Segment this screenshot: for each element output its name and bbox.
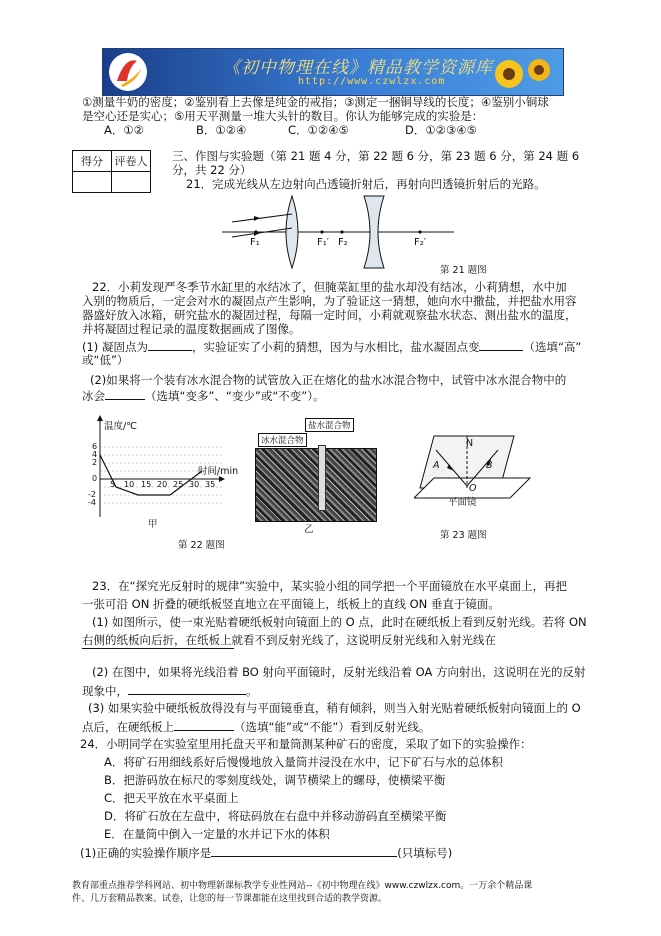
q21-lens-diagram bbox=[222, 192, 462, 272]
q22-sub1-b: ，实验证实了小莉的猜想，因为与水相比，盐水凝固点变 bbox=[191, 340, 480, 354]
x-tick-5: 5 bbox=[110, 480, 116, 489]
label-f2-prime: F₂′ bbox=[414, 237, 427, 248]
score-table bbox=[72, 150, 151, 193]
q23-blank-1[interactable] bbox=[82, 648, 234, 649]
ice-change-blank[interactable] bbox=[105, 388, 145, 400]
score-cell[interactable] bbox=[73, 172, 112, 193]
q23-p2: 一张可沿 ON 折叠的硬纸板竖直地立在平面镜上，纸板上的直线 ON 垂直于镜面。 bbox=[82, 597, 500, 611]
higher-lower-blank[interactable] bbox=[479, 339, 523, 351]
q23-p5: (2) 在图中，如果将光线沿着 BO 射向平面镜时，反射光线沿着 OA 方向射出，这说明在光的反射 bbox=[92, 665, 586, 679]
y-tick-neg2: -2 bbox=[88, 490, 96, 499]
label-f1: F₁ bbox=[250, 237, 260, 248]
salt-ice-photo bbox=[255, 448, 377, 522]
q23-p8-row bbox=[82, 719, 430, 734]
banner-url[interactable]: http://www.czwlzx.com bbox=[298, 76, 446, 87]
sunflower-icon bbox=[487, 52, 557, 92]
site-banner bbox=[102, 48, 564, 96]
x-tick-30: 30 bbox=[189, 480, 200, 489]
q24-step-e: E．在量筒中倒入一定量的水并记下水的体积 bbox=[104, 827, 330, 841]
x-tick-10: 10 bbox=[124, 480, 135, 489]
x-tick-35: 35 bbox=[205, 480, 216, 489]
q23-p8b: （选填“能”或“不能”）看到反射光线。 bbox=[234, 720, 431, 734]
q20-items: ①测量牛奶的密度；②鉴别看上去像是纯金的戒指；③测定一捆铜导线的长度；④鉴别小铜球 bbox=[82, 95, 549, 109]
q22-caption: 第 22 题图 bbox=[178, 540, 225, 551]
q24-step-d: D．将矿石放在左盘中，将砝码放在右盘中并移动游码直至横梁平衡 bbox=[104, 809, 447, 823]
ice-water-label: 冰水混合物 bbox=[258, 433, 307, 447]
q23-caption: 第 23 题图 bbox=[440, 530, 487, 541]
x-tick-20: 20 bbox=[157, 480, 168, 489]
y-tick-0: 0 bbox=[92, 474, 98, 483]
test-tube bbox=[318, 445, 326, 511]
y-tick-neg4: -4 bbox=[88, 498, 96, 507]
label-a: A bbox=[433, 460, 440, 471]
q22-p1: 22．小莉发现严冬季节水缸里的水结冰了，但腌菜缸里的盐水却没有结冰，小莉猜想，水中加 bbox=[92, 280, 567, 294]
x-tick-15: 15 bbox=[141, 480, 152, 489]
q22-sub1-d: 或“低”） bbox=[82, 353, 129, 367]
q22-p2: 入别的物质后，一定会对水的凝固点产生影响，为了验证这一猜想，她向水中撒盐，并把盐水用容 bbox=[82, 294, 577, 308]
q24-step-b: B．把游码放在标尺的零刻度线处，调节横梁上的螺母，使横梁平衡 bbox=[104, 773, 446, 787]
label-n: N bbox=[466, 438, 474, 449]
grader-header: 评卷人 bbox=[112, 151, 151, 172]
q20-option-c: C．①②④⑤ bbox=[288, 123, 349, 137]
freezing-point-blank[interactable] bbox=[148, 339, 192, 351]
q23-blank-2[interactable] bbox=[128, 683, 246, 695]
label-f1-prime: F₁′ bbox=[317, 237, 330, 248]
q20-option-d: D．①②③④⑤ bbox=[405, 123, 477, 137]
q20-option-b: B．①②④ bbox=[196, 123, 247, 137]
mirror-label: 平面镜 bbox=[448, 497, 477, 508]
label-f2: F₂ bbox=[338, 237, 348, 248]
y-tick-2: 2 bbox=[92, 458, 98, 467]
q22-p3: 器盛好放入冰箱，研究盐水的凝固过程，每隔一定时间，小莉就观察盐水状态、测出盐水的温度， bbox=[82, 308, 577, 322]
label-o: O bbox=[469, 483, 477, 494]
x-tick-25: 25 bbox=[173, 480, 184, 489]
q20-items-2: 是空心还是实心；⑤用天平测量一堆大头针的数目。你认为能够完成的实验是： bbox=[82, 109, 484, 123]
section3-heading-2: 分，共 22 分） bbox=[172, 163, 252, 177]
q22-sub2-b-text: 冰会 bbox=[82, 389, 105, 403]
reflection-diagram bbox=[414, 428, 534, 524]
y-tick-6: 6 bbox=[92, 442, 98, 451]
order-blank[interactable] bbox=[211, 845, 397, 857]
banner-title: 《初中物理在线》精品教学资源库 bbox=[223, 58, 493, 78]
q20-option-a: A．①② bbox=[104, 123, 144, 137]
label-b: B bbox=[486, 460, 493, 471]
q23-p3: (1) 如图所示，使一束光贴着硬纸板射向镜面上的 O 点，此时在硬纸板上看到反射光线。若将 ON bbox=[92, 615, 587, 629]
footer bbox=[72, 880, 532, 906]
y-tick-4: 4 bbox=[92, 450, 98, 459]
q24-step-c: C．把天平放在水平桌面上 bbox=[104, 791, 239, 805]
photo-yi-label: 乙 bbox=[304, 524, 314, 535]
score-header: 得分 bbox=[73, 151, 112, 172]
q24-s1a: (1)正确的实验操作顺序是 bbox=[80, 846, 212, 860]
q23-p4: 右侧的纸板向后折，在纸板上就看不到反射光线了，这说明反射光线和入射光线在 bbox=[82, 633, 496, 647]
graph-y-label: 温度/℃ bbox=[104, 421, 137, 432]
q23-p1: 23．在“探究光反射时的规律”实验中，某实验小组的同学把一个平面镜放在水平桌面上，再把 bbox=[92, 579, 568, 593]
graph-x-label: 时间/min bbox=[198, 466, 239, 477]
q22-p4: 并将凝固过程记录的温度数据画成了图像。 bbox=[82, 322, 301, 336]
q21-caption: 第 21 题图 bbox=[440, 265, 487, 276]
q22-sub1 bbox=[82, 339, 581, 354]
q21-text: 21．完成光线从左边射向凸透镜折射后，再射向凹透镜折射后的光路。 bbox=[186, 177, 546, 191]
footer-line-2: 件、几万套精品教案、试卷，让您的每一节课都能在这里找到合适的教学资源。 bbox=[72, 894, 388, 904]
site-logo-icon bbox=[107, 51, 149, 93]
q22-sub1-a: (1) 凝固点为 bbox=[82, 340, 148, 354]
grader-cell[interactable] bbox=[112, 172, 151, 193]
q22-sub2-c: （选填“变多”、“变少”或“不变”）。 bbox=[145, 389, 325, 403]
q24-p1: 24．小明同学在实验室里用托盘天平和量筒测某种矿石的密度，采取了如下的实验操作： bbox=[80, 737, 532, 751]
q23-p6: 现象中， bbox=[82, 684, 128, 698]
footer-line-1: 教育部重点推荐学科网站、初中物理新课标教学专业性网站--《初中物理在线》www.czwlzx.com。一万余个精品课 bbox=[72, 881, 533, 891]
q24-s1b: (只填标号) bbox=[397, 846, 453, 860]
q22-sub1-c: （选填“高” bbox=[523, 340, 582, 354]
q22-sub2-b bbox=[82, 388, 325, 403]
q22-sub2: (2)如果将一个装有冰水混合物的试管放入正在熔化的盐水冰混合物中，试管中冰水混合物中的 bbox=[90, 373, 567, 387]
q23-p6-row: 现象中， 。 bbox=[82, 684, 258, 698]
graph-jia-label: 甲 bbox=[148, 519, 158, 530]
salt-ice-label: 盐水混合物 bbox=[305, 418, 354, 432]
q23-blank-3[interactable] bbox=[174, 719, 234, 731]
q23-p8a: 点后，在硬纸板上 bbox=[82, 720, 174, 734]
section3-heading: 三、作图与实验题（第 21 题 4 分，第 22 题 6 分，第 23 题 6 分，第 24 题 6 bbox=[172, 149, 580, 163]
q24-step-a: A．将矿石用细线系好后慢慢地放入量筒并浸没在水中，记下矿石与水的总体积 bbox=[104, 755, 503, 769]
q24-s1-row bbox=[80, 845, 452, 860]
q23-p7: (3) 如果实验中硬纸板放得没有与平面镜垂直，稍有倾斜，则当入射光贴着硬纸板射向镜面上的 O bbox=[88, 701, 581, 715]
